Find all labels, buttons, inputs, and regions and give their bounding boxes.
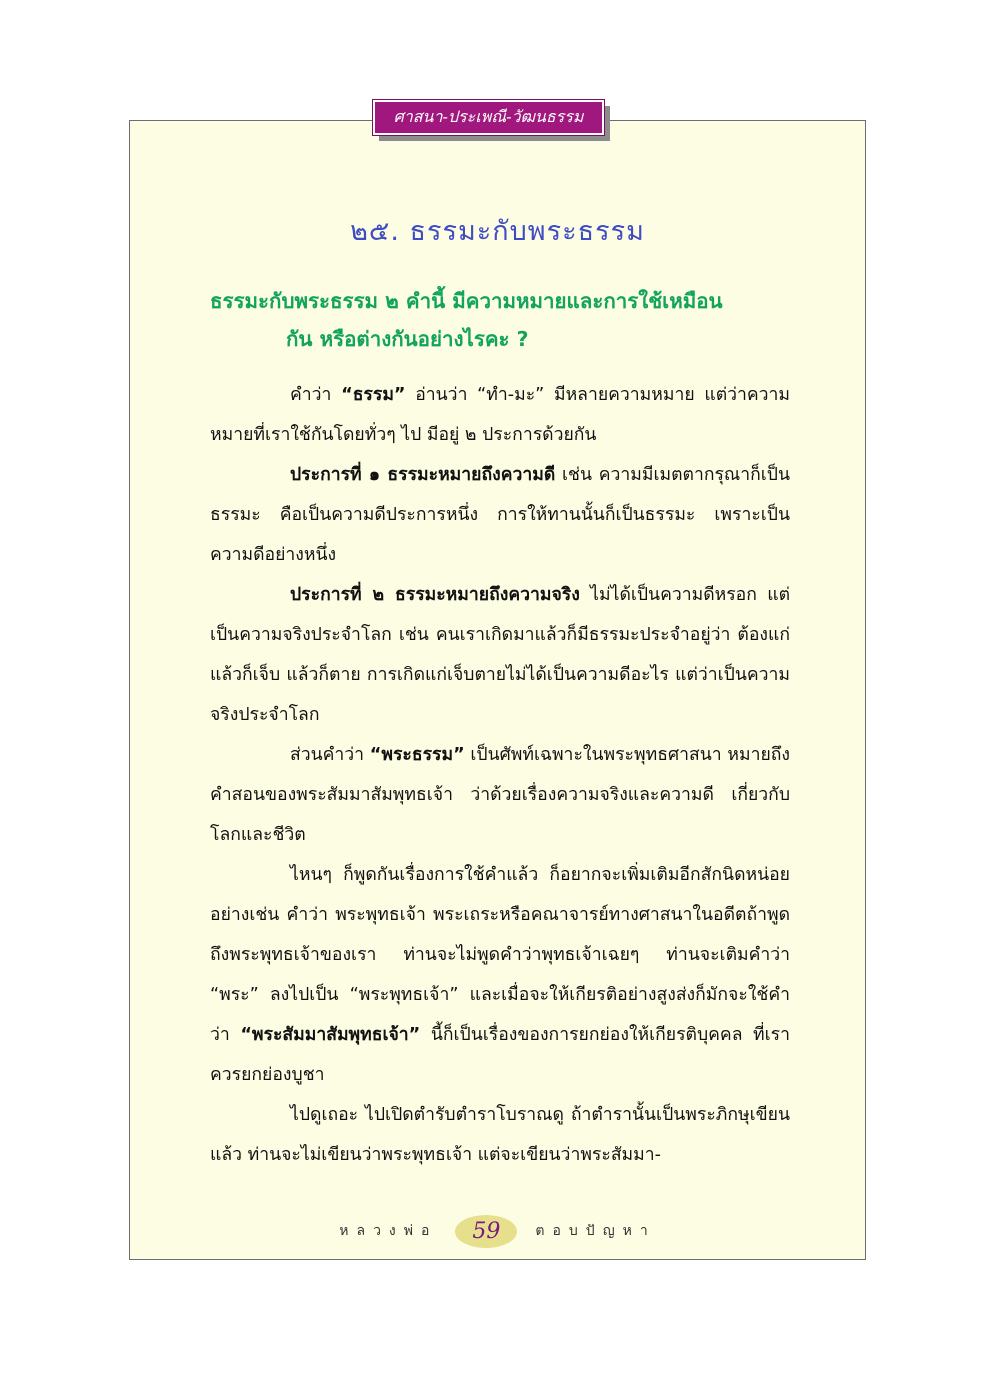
question (210, 282, 810, 358)
paragraph-5-tail: นี้ก็เป็นเรื่องของการยกย่องให้เกียรติบุคคล ที่เราควรยกย่องบูชา (210, 1025, 790, 1085)
footer-left-text: หลวงพ่อ (339, 1223, 438, 1239)
paragraph-4-lead: ส่วนคำว่า (290, 745, 370, 765)
paragraph-1 (210, 375, 790, 455)
paragraph-4-text: เป็นศัพท์เฉพาะในพระพุทธศาสนา หมายถึงคำสอนของพระสัมมาสัมพุทธเจ้า ว่าด้วยเรื่องความจริงและความดี เกี่ยวกับโลกและชีวิต (210, 745, 790, 845)
page-number: 59 (455, 1215, 517, 1248)
answer-body (210, 375, 790, 1175)
page-footer (129, 1214, 866, 1248)
paragraph-3 (210, 575, 790, 735)
paragraph-1-text: อ่านว่า “ทำ-มะ” มีหลายความหมาย แต่ว่าความหมายที่เราใช้กันโดยทั่วๆ ไป มีอยู่ ๒ ประการด้วยกัน (210, 385, 791, 445)
paragraph-2 (210, 455, 790, 575)
chapter-title: ๒๕. ธรรมะกับพระธรรม (350, 216, 645, 247)
point-2-heading: ประการที่ ๒ ธรรมะหมายถึงความจริง (290, 585, 580, 605)
paragraph-5 (210, 855, 790, 1095)
term-dhamma: “ธรรม” (341, 385, 406, 405)
term-sammasambuddha: “พระสัมมาสัมพุทธเจ้า” (240, 1025, 421, 1045)
paragraph-2-text: เช่น ความมีเมตตากรุณาก็เป็นธรรมะ คือเป็นความดีประการหนึ่ง การให้ทานนั้นก็เป็นธรรมะ เพราะเป็นความดีอย่างหนึ่ง (210, 465, 790, 565)
question-line-2: กัน หรือต่างกันอย่างไรคะ ? (286, 327, 529, 351)
question-line-1: ธรรมะกับพระธรรม ๒ คำนี้ มีความหมายและการใช้เหมือน (210, 289, 723, 313)
section-tab (373, 100, 610, 141)
paragraph-1-lead: คำว่า (290, 385, 342, 405)
footer-right-text: ตอบปัญหา (535, 1223, 656, 1239)
section-tab-label: ศาสนา-ประเพณี-วัฒนธรรม (373, 100, 604, 135)
paragraph-3-text: ไม่ได้เป็นความดีหรอก แต่เป็นความจริงประจำโลก เช่น คนเราเกิดมาแล้วก็มีธรรมะประจำอยู่ว่า ต้องแก่ แล้วก็เจ็บ แล้วก็ตาย การเกิดแก่เจ็บตายไม่ได้เป็นความดีอะไร แต่ว่าเป็นความจริงประจำโลก (210, 585, 791, 725)
point-1-heading: ประการที่ ๑ ธรรมะหมายถึงความดี (290, 465, 556, 485)
paragraph-4 (210, 735, 790, 855)
paragraph-5-text: ไหนๆ ก็พูดกันเรื่องการใช้คำแล้ว ก็อยากจะเพิ่มเติมอีกสักนิดหน่อย อย่างเช่น คำว่า พระพุทธเจ้า พระเถระหรือคณาจารย์ทางศาสนาในอดีตถ้าพูดถึงพระพุทธเจ้าของเรา ท่านจะไม่พูดคำว่าพุทธเจ้าเฉยๆ ท่านจะเติมคำว่า “พระ” ลงไปเป็น “พระพุทธเจ้า” และเมื่อจะให้เกียรติอย่างสูงส่งก็มักจะใช้คำว่า (210, 865, 790, 1045)
term-phra-dhamma: “พระธรรม” (369, 745, 465, 765)
paragraph-6 (210, 1095, 790, 1175)
paragraph-6-text: ไปดูเถอะ ไปเปิดตำรับตำราโบราณดู ถ้าตำรานั้นเป็นพระภิกษุเขียนแล้ว ท่านจะไม่เขียนว่าพระพุทธเจ้า แต่จะเขียนว่าพระสัมมา- (210, 1105, 790, 1165)
